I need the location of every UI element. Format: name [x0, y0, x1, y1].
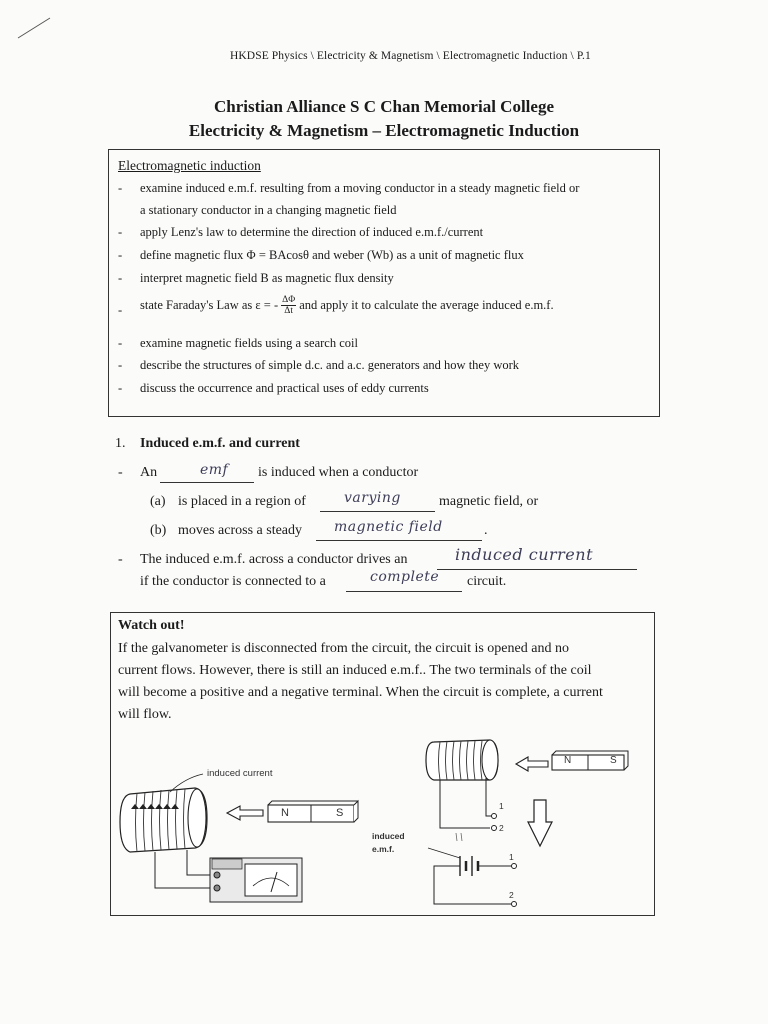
objectives-heading: Electromagnetic induction: [118, 158, 261, 173]
q-text: is induced when a conductor: [258, 465, 419, 480]
handwritten-answer-emf: emf: [200, 462, 229, 478]
objective-item: describe the structures of simple d.c. and a.c. generators and how they work: [140, 358, 520, 372]
label-induced-current: induced current: [207, 768, 273, 779]
bullet: -: [118, 248, 123, 262]
coil-terminal-1: 1: [499, 801, 504, 811]
magnet-n-right: N: [564, 755, 572, 766]
coil-galvanometer-diagram: [115, 760, 375, 905]
page-header: HKDSE Physics \ Electricity & Magnetism \ Electromagnetic Induction \ P.1: [230, 50, 591, 62]
battery-terminal-1: 1: [509, 852, 514, 862]
faraday-text-before: state Faraday's Law as ε = -: [140, 298, 279, 312]
objective-item: examine magnetic fields using a search coil: [140, 336, 358, 350]
handwritten-answer-magnetic-field: magnetic field: [334, 519, 443, 535]
q-label-a: (a): [150, 494, 166, 509]
bullet: -: [118, 181, 123, 195]
emf-label-line2: e.m.f.: [372, 844, 395, 854]
bullet: -: [118, 358, 123, 372]
watch-out-line: will become a positive and a negative terminal. When the circuit is complete, a current: [118, 685, 603, 700]
objective-item: a stationary conductor in a changing magnetic field: [140, 203, 397, 217]
bullet: -: [118, 225, 123, 239]
objective-item: interpret magnetic field B as magnetic flux density: [140, 271, 394, 285]
handwritten-answer-varying: varying: [344, 490, 401, 506]
emf-label-line1: induced: [372, 831, 405, 841]
faraday-text-after: and apply it to calculate the average induced e.m.f.: [299, 298, 554, 312]
school-title: Christian Alliance S C Chan Memorial College: [214, 97, 554, 116]
magnet-s-right: S: [610, 755, 617, 766]
battery-terminal-2: 2: [509, 890, 514, 900]
q-text: .: [484, 523, 488, 538]
q-text: is placed in a region of: [178, 494, 306, 509]
blank-emf[interactable]: [160, 482, 254, 483]
bullet: -: [118, 381, 123, 395]
blank-induced-current[interactable]: [437, 569, 637, 570]
fraction-numerator: ΔΦ: [282, 295, 296, 305]
objective-item: define magnetic flux Φ = BAcosθ and weber (Wb) as a unit of magnetic flux: [140, 248, 524, 262]
section-number: 1.: [115, 436, 126, 451]
flux-fraction: [281, 295, 296, 316]
blank-magnetic-field[interactable]: [316, 540, 482, 541]
blank-varying[interactable]: [320, 511, 435, 512]
blank-complete[interactable]: [346, 591, 462, 592]
q-text: if the conductor is connected to a: [140, 574, 326, 589]
q-text: moves across a steady: [178, 523, 303, 538]
bullet: -: [118, 552, 123, 567]
bullet: -: [118, 336, 123, 350]
section-heading: Induced e.m.f. and current: [140, 436, 300, 451]
q-text: The induced e.m.f. across a conductor drives an: [140, 552, 408, 567]
watch-out-line: current flows. However, there is still an induced e.m.f.. The two terminals of the coil: [118, 663, 592, 678]
magnet-n-left: N: [281, 807, 289, 819]
handwritten-answer-complete: complete: [370, 569, 440, 585]
bullet: -: [118, 465, 123, 480]
watch-out-title: Watch out!: [118, 618, 185, 633]
magnet-s-left: S: [336, 807, 344, 819]
fraction-denominator: Δt: [284, 306, 294, 316]
objective-item: discuss the occurrence and practical uses of eddy currents: [140, 381, 429, 395]
faraday-law-item: [140, 295, 554, 316]
q-text: magnetic field, or: [439, 494, 539, 509]
q-text: An: [140, 465, 158, 480]
bullet: -: [118, 303, 123, 317]
objective-item: apply Lenz's law to determine the direction of induced e.m.f./current: [140, 225, 484, 239]
coil-terminal-2: 2: [499, 823, 504, 833]
watch-out-line: If the galvanometer is disconnected from the circuit, the circuit is opened and no: [118, 641, 569, 656]
watch-out-line: will flow.: [118, 707, 172, 722]
topic-title: Electricity & Magnetism – Electromagnetic Induction: [188, 121, 580, 140]
objective-item: examine induced e.m.f. resulting from a moving conductor in a steady magnetic field or: [140, 181, 580, 195]
bullet: -: [118, 271, 123, 285]
q-label-b: (b): [150, 523, 167, 538]
q-text: circuit.: [467, 574, 507, 589]
pencil-mark: [14, 14, 54, 42]
handwritten-answer-induced-current: induced current: [455, 545, 593, 564]
